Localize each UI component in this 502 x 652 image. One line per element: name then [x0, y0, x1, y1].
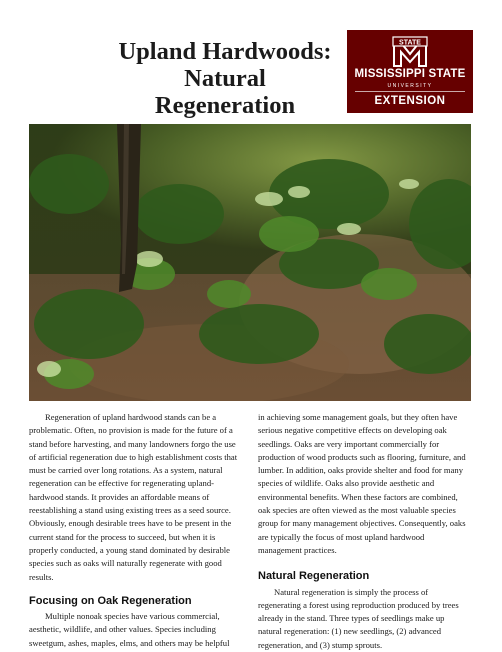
title-line-1: Upland Hardwoods:	[118, 38, 332, 65]
oak-paragraph-start: Multiple nonoak species have various commercial, aesthetic, wildlife, and other values. Species including sweetgum, ashes, maples, elms, and others may be helpful	[29, 611, 230, 648]
title-line-2: Natural Regeneration	[154, 65, 296, 119]
section-heading-natural: Natural Regeneration	[258, 570, 370, 583]
logo-divider	[355, 91, 465, 92]
emblem-text: STATE	[399, 39, 421, 47]
oak-paragraph-continued: in achieving some management goals, but they often have serious negative competitive effects on developing oak seedlings. Oaks are very important commercially for production of wood products such as flooring, furniture, and lumber. In addition, oaks provide shelter and food for many species of wildlife. Oaks also provide aesthetic and environmental benefits. When these factors are combined, oak species are often viewed as the most valuable species group for many management objectives. Consequently, oaks are typically the focus of most upland hardwood management practices.	[258, 412, 466, 555]
intro-paragraph: Regeneration of upland hardwood stands can be a problematic. Often, no provision is made for the future of a stand before harvesting, and many landowners forgo the use of artificial regeneration due to high establishment costs that must be carried over long rotations. As a system, natural regeneration can be effective for regenerating upland-hardwood stands. It provides an affordable means of reestablishing a stand using existing trees as a seed source. Obviously, enough desirable trees have to be present in the current stand for the process to succeed, but when it is properly conducted, a young stand dominated by desirable species such as oaks will naturally regenerate with good results.	[29, 412, 238, 582]
right-column	[258, 411, 470, 652]
logo-university: UNIVERSITY	[387, 83, 433, 89]
document-title	[112, 38, 338, 119]
msu-emblem-icon	[390, 34, 430, 68]
forest-floor-photo	[29, 124, 471, 401]
msu-extension-logo	[347, 30, 473, 113]
logo-name: MISSISSIPPI STATE	[354, 68, 466, 80]
section-heading-oak: Focusing on Oak Regeneration	[29, 594, 192, 607]
left-column	[29, 411, 241, 650]
forest-photo-illustration	[29, 124, 471, 401]
natural-regeneration-paragraph: Natural regeneration is simply the process of regenerating a forest using reproduction produced by trees already in the stand. Three types of seedlings make up natural regeneration: (1) new seedlings, (2) advanced regeneration, and (3) stump sprouts.	[258, 586, 459, 650]
logo-extension: EXTENSION	[374, 95, 446, 107]
